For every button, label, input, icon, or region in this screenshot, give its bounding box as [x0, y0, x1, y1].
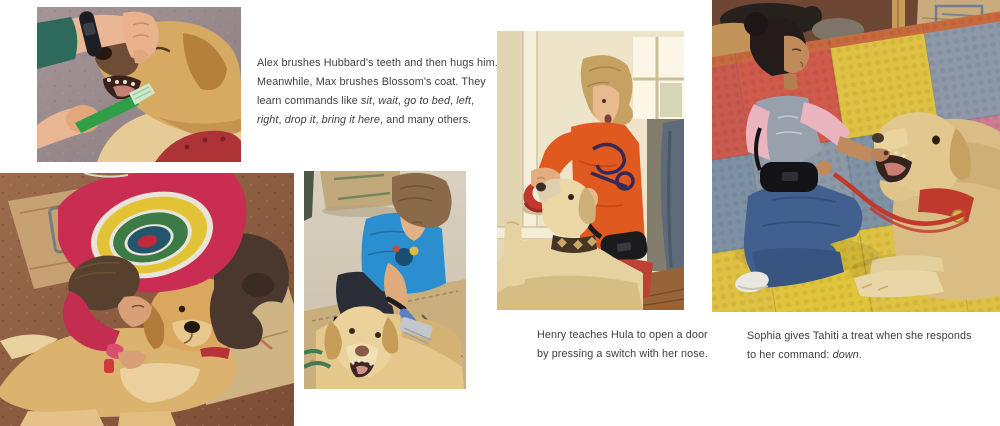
caption-segment: by pressing a switch with her nose.: [537, 348, 708, 360]
caption-line: [747, 346, 972, 365]
photo-door-switch: [497, 31, 684, 310]
command-word: down: [832, 349, 859, 361]
caption-segment: ,: [450, 95, 457, 107]
command-word: right: [257, 114, 279, 126]
command-word: go to bed: [404, 95, 451, 107]
caption-line: [257, 111, 497, 130]
treat-reward-illustration: [712, 0, 1000, 312]
coat-brushing-illustration: [304, 171, 466, 389]
hugging-illustration: [0, 173, 294, 426]
caption-line: [537, 345, 732, 364]
caption-segment: Sophia gives Tahiti a treat when she responds: [747, 330, 972, 342]
caption-segment: to her command:: [747, 349, 833, 361]
caption-segment: ,: [315, 114, 322, 126]
caption-line: [537, 326, 732, 345]
caption-line: [257, 92, 497, 111]
command-word: bring it here: [321, 114, 380, 126]
command-word: sit: [361, 95, 373, 107]
caption-intro: [257, 54, 497, 130]
caption-segment: Henry teaches Hula to open a door: [537, 329, 708, 341]
command-word: drop it: [284, 114, 316, 126]
photo-coat-brushing: [304, 171, 466, 389]
caption-henry: [537, 326, 732, 364]
command-word: wait: [378, 95, 398, 107]
caption-segment: ,: [397, 95, 405, 107]
caption-segment: ,: [278, 114, 285, 126]
door-switch-illustration: [497, 31, 684, 310]
photo-treat-reward: [712, 0, 1000, 312]
teeth-brushing-illustration: [37, 7, 241, 162]
photo-hugging-dog: [0, 173, 294, 426]
caption-segment: learn commands like: [257, 95, 362, 107]
caption-segment: ,: [372, 95, 379, 107]
caption-segment: , and many others.: [379, 114, 472, 126]
caption-segment: Meanwhile, Max brushes Blossom's coat. They: [257, 76, 486, 88]
caption-line: [257, 54, 497, 73]
command-word: left: [456, 95, 472, 107]
caption-segment: Alex brushes Hubbard's teeth and then hugs him.: [257, 57, 498, 69]
caption-sophia: [747, 327, 972, 365]
caption-line: [747, 327, 972, 346]
caption-segment: ,: [471, 95, 475, 107]
caption-line: [257, 73, 497, 92]
photo-teeth-brushing: [37, 7, 241, 162]
caption-segment: .: [858, 349, 862, 361]
